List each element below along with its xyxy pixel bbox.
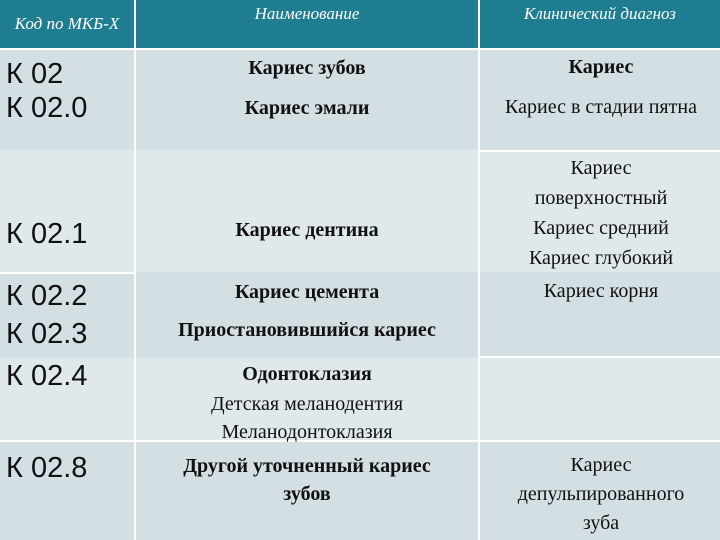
code-k02-3: К 02.3 <box>6 318 88 350</box>
diagnosis-spot-stage: Кариес в стадии пятна <box>505 96 697 118</box>
name-caries-enamel: Кариес эмали <box>244 97 370 119</box>
diagnosis-group-line: Кариес средний <box>533 217 669 239</box>
header-diagnosis <box>480 0 720 48</box>
name-melanodontoclasia: Меланодонтоклазия <box>221 421 393 443</box>
name-caries-dentin: Кариес дентина <box>235 219 379 241</box>
name-other-caries-line2: зубов <box>283 483 331 505</box>
diagnosis-caries: Кариес <box>568 56 634 78</box>
name-melanodontia: Детская меланодентия <box>210 393 404 415</box>
row-divider <box>0 272 134 274</box>
code-k02: К 02 <box>6 58 64 90</box>
header-name-text: Наименование <box>254 4 360 23</box>
name-caries-teeth: Кариес зубов <box>248 57 366 79</box>
diagnosis-group-line: Кариес глубокий <box>528 247 674 269</box>
header-code <box>0 0 134 48</box>
header-divider <box>0 48 720 50</box>
diagnosis-depulped-line: Кариес <box>570 454 632 476</box>
diagnosis-group-line: Кариес корня <box>543 280 659 302</box>
name-odontoclasia: Одонтоклазия <box>242 363 372 385</box>
row-divider <box>480 356 720 358</box>
code-k02-4: К 02.4 <box>6 360 88 392</box>
code-k02-1: К 02.1 <box>6 218 88 250</box>
name-caries-cement: Кариес цемента <box>234 281 380 303</box>
code-k02-0: К 02.0 <box>6 92 88 124</box>
diagnosis-depulped-line: депульпированного <box>517 483 685 505</box>
code-k02-2: К 02.2 <box>6 280 88 312</box>
header-name <box>136 0 478 48</box>
name-other-caries-line1: Другой уточненный кариес <box>183 455 431 477</box>
column-divider <box>478 0 480 540</box>
diagnosis-group-line: поверхностный <box>534 187 668 209</box>
header-diagnosis-text: Клинический диагноз <box>524 4 676 23</box>
name-arrested-caries: Приостановившийся кариес <box>178 319 436 341</box>
header-code-text: Код по МКБ-Х <box>14 14 120 33</box>
diagnosis-group-line: Кариес <box>570 157 632 179</box>
diagnosis-depulped-line: зуба <box>582 512 620 534</box>
code-k02-8: К 02.8 <box>6 452 88 484</box>
row-divider <box>480 150 720 152</box>
